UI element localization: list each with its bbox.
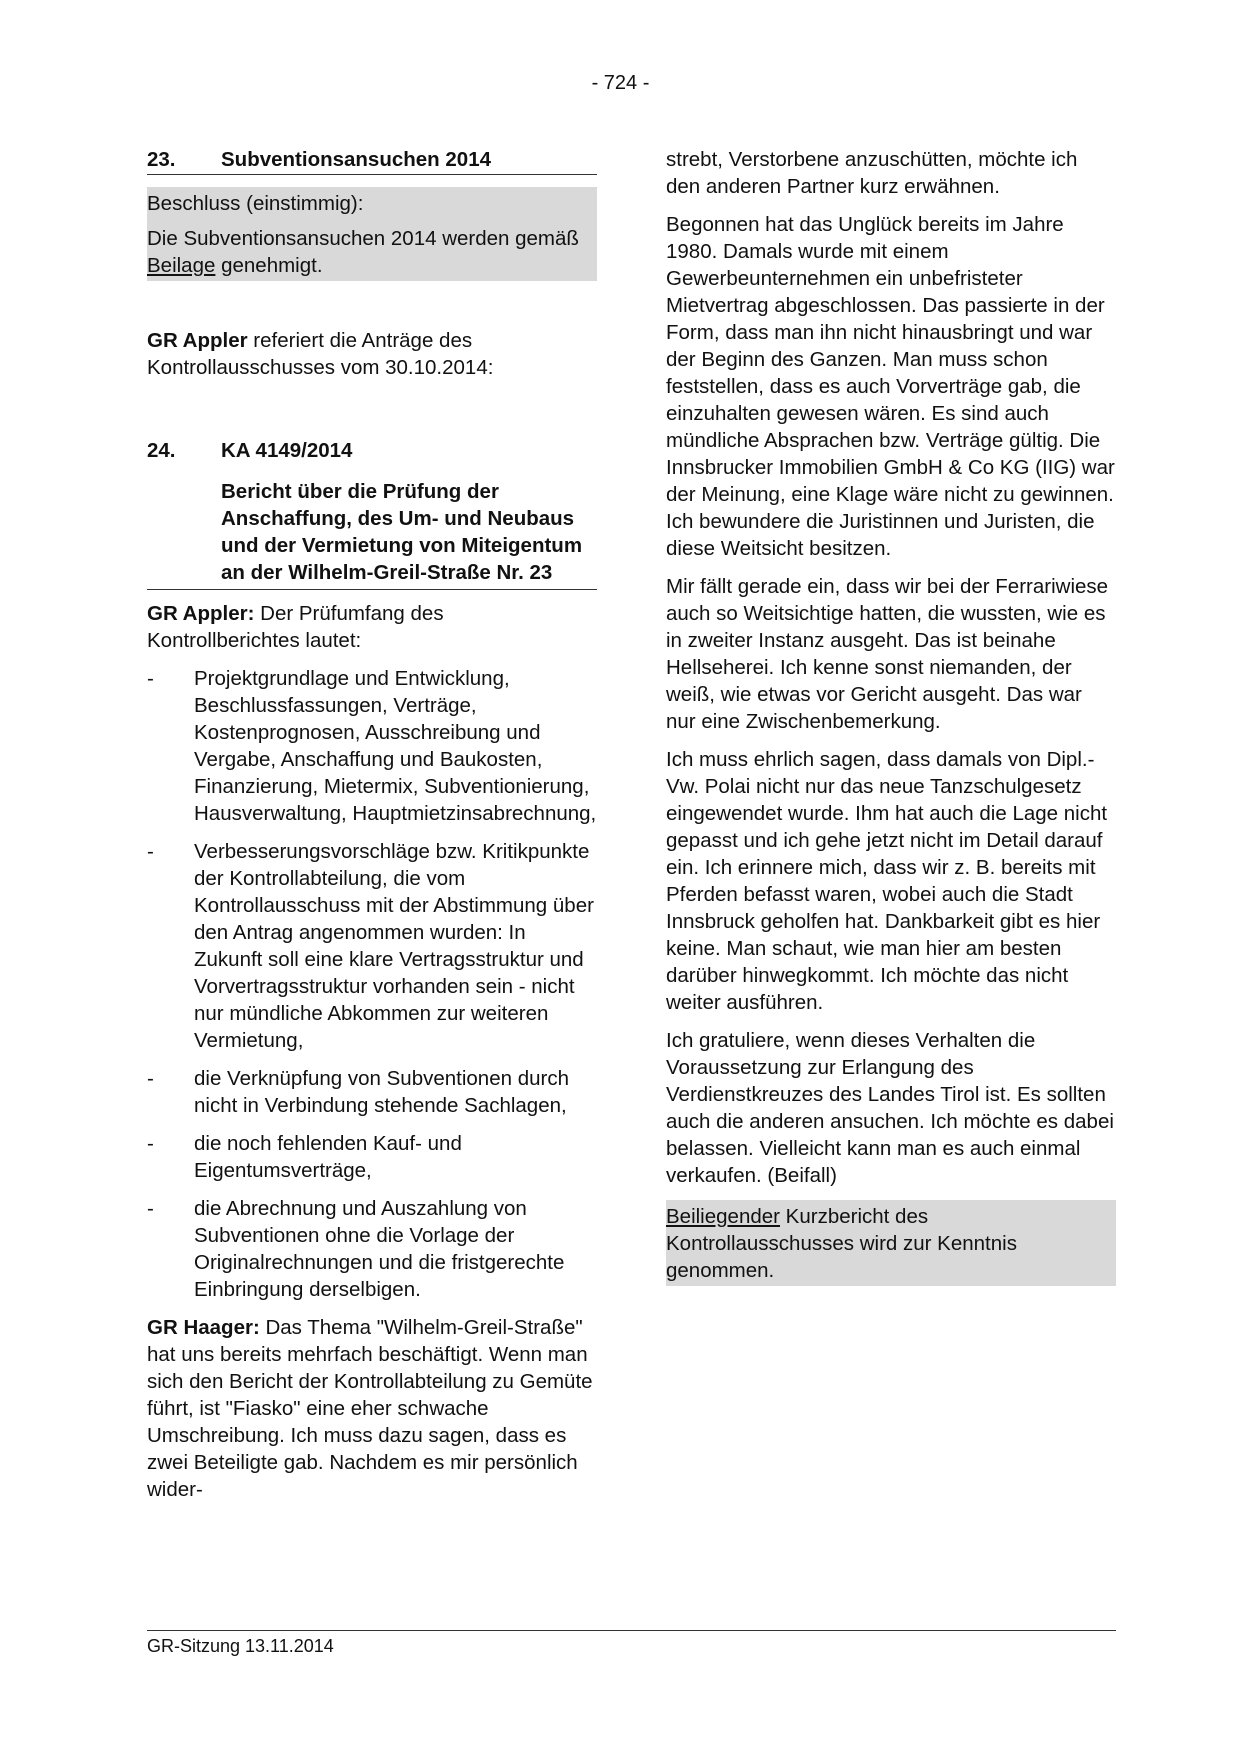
beilage-link[interactable]: Beilage (147, 254, 216, 277)
left-column (147, 146, 597, 1514)
list-item-text: die Verknüpfung von Subventionen durch nicht in Verbindung stehende Sachlagen, (194, 1067, 569, 1117)
list-item-text: die noch fehlenden Kauf- und Eigentumsverträge, (194, 1132, 462, 1182)
dash-marker: - (147, 667, 154, 690)
footer: GR-Sitzung 13.11.2014 (147, 1630, 1116, 1657)
speaker-appler: GR Appler: (147, 602, 255, 625)
paragraph: Ich gratuliere, wenn dieses Verhalten die Voraussetzung zur Erlangung des Verdienstkreuzes des Landes Tirol ist. Es sollten auch die anderen ansuchen. Ich möchte es dabei belassen. Vielleicht kann man es auch einmal verkaufen. (Beifall) (666, 1029, 1114, 1187)
item-24-title: KA 4149/2014 (221, 439, 353, 462)
speaker-appler: GR Appler (147, 329, 248, 352)
closing-text: Beiliegender Kurzbericht des Kontrollausschusses wird zur Kenntnis genommen. (666, 1205, 1017, 1282)
right-paragraphs (666, 146, 1116, 1189)
item-24-subtitle-block (147, 478, 597, 590)
decision-text: Die Subventionsansuchen 2014 werden gemäß Beilage genehmigt. (147, 227, 579, 277)
paragraph: Ich muss ehrlich sagen, dass damals von Dipl.-Vw. Polai nicht nur das neue Tanzschulgesetz eingewendet wurde. Ihm hat auch die Lage nicht gepasst und ich gehe jetzt nicht im Detail darauf ein. Ich erinnere mich, dass wir z. B. bereits mit Pferden befasst waren, wobei auch die Stadt Innsbruck geholfen hat. Dankbarkeit gibt es hier keine. Man schaut, wie man hier am besten darüber hinwegkommt. Ich möchte das nicht weiter ausführen. (666, 748, 1108, 1014)
closing-decision (666, 1200, 1116, 1286)
item-23-decision (147, 187, 597, 281)
dash-marker: - (147, 1067, 154, 1090)
dash-marker: - (147, 840, 154, 863)
item-23-number: 23. (147, 148, 176, 171)
haager-paragraph: GR Haager: Das Thema "Wilhelm-Greil-Straße" hat uns bereits mehrfach beschäftigt. Wenn man sich den Bericht der Kontrollabteilung zu Gemüte führt, ist "Fiasko" eine eher schwache Umschreibung. Ich muss dazu sagen, dass es zwei Beteiligte gab. Nachdem es mir persönlich wider- (147, 1316, 593, 1501)
decision-label: Beschluss (einstimmig): (147, 192, 364, 215)
right-column (666, 146, 1116, 1286)
speaker-haager: GR Haager: (147, 1316, 260, 1339)
item-24-subtitle: Bericht über die Prüfung der Anschaffung, des Um- und Neubaus und der Vermietung von Miteigentum an der Wilhelm-Greil-Straße Nr. 23 (221, 480, 583, 584)
list-item (147, 1130, 597, 1184)
intro-paragraph: GR Appler referiert die Anträge des Kontrollausschusses vom 30.10.2014: (147, 329, 494, 379)
item-23-heading (147, 146, 597, 175)
page-number: - 724 - (591, 72, 650, 94)
scope-list (147, 665, 597, 1303)
list-item (147, 1195, 597, 1303)
item-24-heading (147, 437, 597, 465)
list-item (147, 838, 597, 1054)
list-item-text: Projektgrundlage und Entwicklung, Beschlussfassungen, Verträge, Kostenprognosen, Ausschreibung und Vergabe, Anschaffung und Baukosten, Finanzierung, Mietermix, Subventionierung, Hausverwaltung, Hauptmietzinsabrechnung, (194, 667, 597, 825)
appler-paragraph: GR Appler: Der Prüfumfang des Kontrollberichtes lautet: (147, 602, 444, 652)
list-item-text: die Abrechnung und Auszahlung von Subventionen ohne die Vorlage der Originalrechnungen und die fristgerechte Einbringung derselbigen. (194, 1197, 565, 1301)
list-item (147, 665, 597, 827)
paragraph: strebt, Verstorbene anzuschütten, möchte ich den anderen Partner kurz erwähnen. (666, 148, 1078, 198)
list-item (147, 1065, 597, 1119)
paragraph: Begonnen hat das Unglück bereits im Jahre 1980. Damals wurde mit einem Gewerbeunternehmen ein unbefristeter Mietvertrag abgeschlossen. Das passierte in der Form, dass man ihn nicht hinausbringt und war der Beginn des Ganzen. Man muss schon feststellen, dass es auch Vorverträge gab, die einzuhalten gewesen wären. Es sind auch mündliche Absprachen bzw. Verträge gültig. Die Innsbrucker Immobilien GmbH & Co KG (IIG) war der Meinung, eine Klage wäre nicht zu gewinnen. Ich bewundere die Juristinnen und Juristen, die diese Weitsicht besitzen. (666, 213, 1115, 560)
beiliegender-link[interactable]: Beiliegender (666, 1205, 780, 1228)
dash-marker: - (147, 1132, 154, 1155)
dash-marker: - (147, 1197, 154, 1220)
item-23-title: Subventionsansuchen 2014 (221, 148, 492, 171)
paragraph: Mir fällt gerade ein, dass wir bei der Ferrariwiese auch so Weitsichtige hatten, die wussten, wie es in zweiter Instanz ausgeht. Das ist beinahe Hellseherei. Ich kenne sonst niemanden, der weiß, wie etwas vor Gericht ausgeht. Das war nur eine Zwischenbemerkung. (666, 575, 1109, 733)
item-24-number: 24. (147, 439, 176, 462)
list-item-text: Verbesserungsvorschläge bzw. Kritikpunkte der Kontrollabteilung, die vom Kontrollausschuss mit der Abstimmung über den Antrag angenommen wurden: In Zukunft soll eine klare Vertragsstruktur und Vorvertragsstruktur vorhanden sein - nicht nur mündliche Abkommen zur weiteren Vermietung, (194, 840, 594, 1052)
